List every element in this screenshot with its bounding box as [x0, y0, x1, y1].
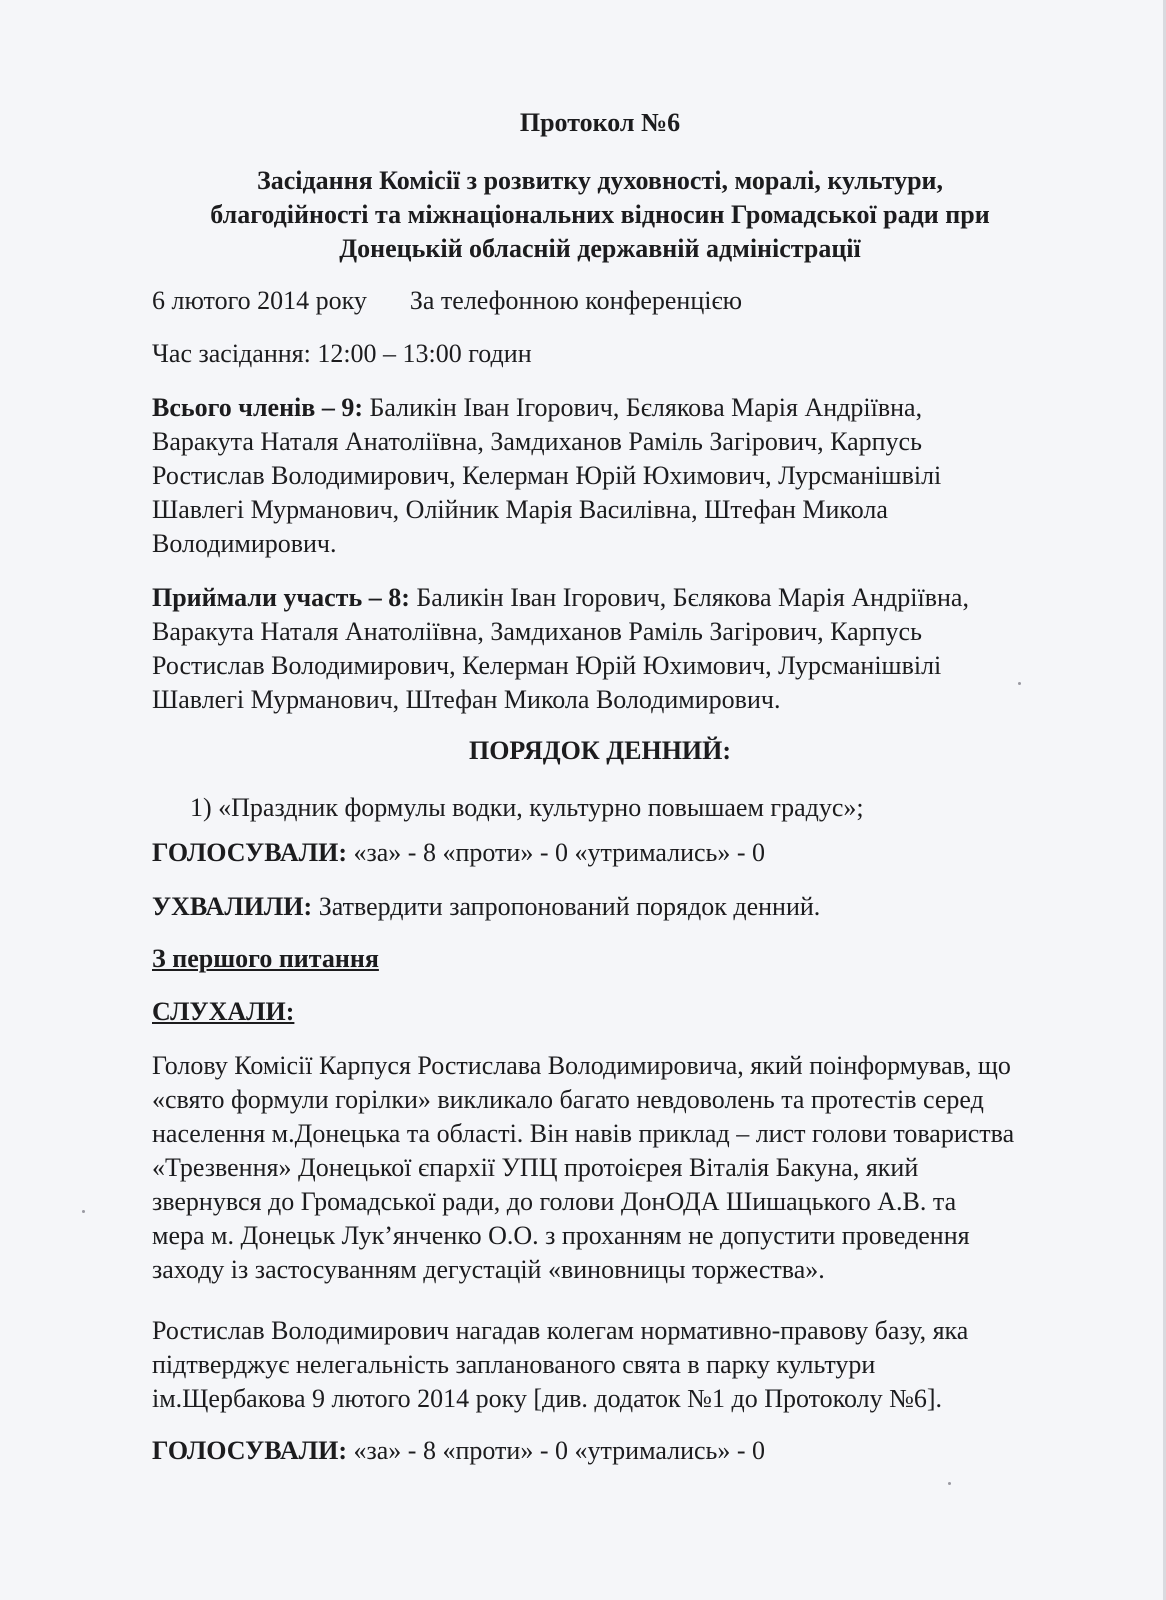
participants-line-1: Баликін Іван Ігорович, Бєлякова Марія Андріївна, [409, 583, 969, 612]
members-line-3: Ростислав Володимирович, Келерман Юрій Юхимович, Лурсманішвілі [152, 461, 942, 490]
members-paragraph [152, 391, 1052, 561]
date-venue-line [152, 284, 1052, 318]
heard-line-4: «Трезвення» Донецької єпархії УПЦ протоієрея Віталія Бакуна, який [152, 1153, 919, 1182]
vote-2 [152, 1434, 1052, 1468]
approved-line [152, 890, 1052, 924]
reminded-paragraph [152, 1314, 1052, 1416]
approved-label: УХВАЛИЛИ: [152, 892, 313, 921]
document-title: Протокол №6 [519, 108, 681, 137]
meeting-date: 6 лютого 2014 року [152, 286, 367, 315]
participants-line-2: Варакута Наталя Анатоліївна, Замдиханов Раміль Загірович, Карпусь [152, 617, 922, 646]
members-line-5: Володимирович. [152, 529, 337, 558]
scan-speck [948, 1482, 951, 1485]
subtitle-line-3: Донецькій обласній державній адміністрації [339, 234, 861, 263]
vote-1-label: ГОЛОСУВАЛИ: [152, 838, 347, 867]
approved-text: Затвердити запропонований порядок денний. [312, 892, 821, 921]
meeting-venue: За телефонною конференцією [409, 286, 743, 315]
heard-line-2: «свято формули горілки» викликало багато невдоволень та протестів серед [152, 1085, 984, 1114]
reminded-line-2: підтверджує нелегальність запланованого свята в парку культури [152, 1350, 876, 1379]
participants-line-4: Шавлегі Мурманович, Штефан Микола Володимирович. [152, 685, 781, 714]
members-line-2: Варакута Наталя Анатоліївна, Замдиханов Раміль Загірович, Карпусь [152, 427, 922, 456]
subtitle-line-2: благодійності та міжнаціональних відносин Громадської ради при [210, 200, 990, 229]
participants-paragraph [152, 581, 1052, 717]
heard-line-7: заходу із застосуванням дегустацій «виновницы торжества». [152, 1255, 825, 1284]
members-line-1: Баликін Іван Ігорович, Бєлякова Марія Андріївна, [362, 393, 923, 422]
heard-line-5: звернувся до Громадської ради, до голови ДонОДА Шишацького А.В. та [152, 1187, 957, 1216]
vote-2-result: «за» - 8 «проти» - 0 «утримались» - 0 [347, 1436, 766, 1465]
participants-line-3: Ростислав Володимирович, Келерман Юрій Юхимович, Лурсманішвілі [152, 651, 942, 680]
members-line-4: Шавлегі Мурманович, Олійник Марія Василівна, Штефан Микола [152, 495, 888, 524]
vote-1 [152, 836, 1052, 870]
vote-1-result: «за» - 8 «проти» - 0 «утримались» - 0 [347, 838, 766, 867]
heard-line-3: населення м.Донецька та області. Він навів приклад – лист голови товариства [152, 1119, 1015, 1148]
heard-line-6: мера м. Донецьк Лук’янченко О.О. з проханням не допустити проведення [152, 1221, 970, 1250]
scan-speck [82, 1210, 85, 1213]
agenda-item-1: 1) «Праздник формулы водки, культурно повышаем градус»; [190, 793, 864, 822]
vote-2-label: ГОЛОСУВАЛИ: [152, 1436, 347, 1465]
scan-speck [1018, 682, 1021, 685]
heard-line-1: Голову Комісії Карпуся Ростислава Володимировича, який поінформував, що [152, 1051, 1011, 1080]
heard-paragraph [152, 1049, 1072, 1287]
first-question-heading: З першого питання [152, 944, 379, 973]
heard-heading: СЛУХАЛИ: [152, 997, 295, 1026]
agenda-heading: ПОРЯДОК ДЕННИЙ: [468, 736, 732, 765]
reminded-line-3: ім.Щербакова 9 лютого 2014 року [див. додаток №1 до Протоколу №6]. [152, 1384, 943, 1413]
meeting-time: Час засідання: 12:00 – 13:00 годин [152, 339, 532, 368]
members-label: Всього членів – 9: [152, 393, 363, 422]
subtitle-line-1: Засідання Комісії з розвитку духовності, моралі, культури, [256, 166, 944, 195]
participants-label: Приймали участь – 8: [152, 583, 410, 612]
reminded-line-1: Ростислав Володимирович нагадав колегам нормативно-правову базу, яка [152, 1316, 969, 1345]
